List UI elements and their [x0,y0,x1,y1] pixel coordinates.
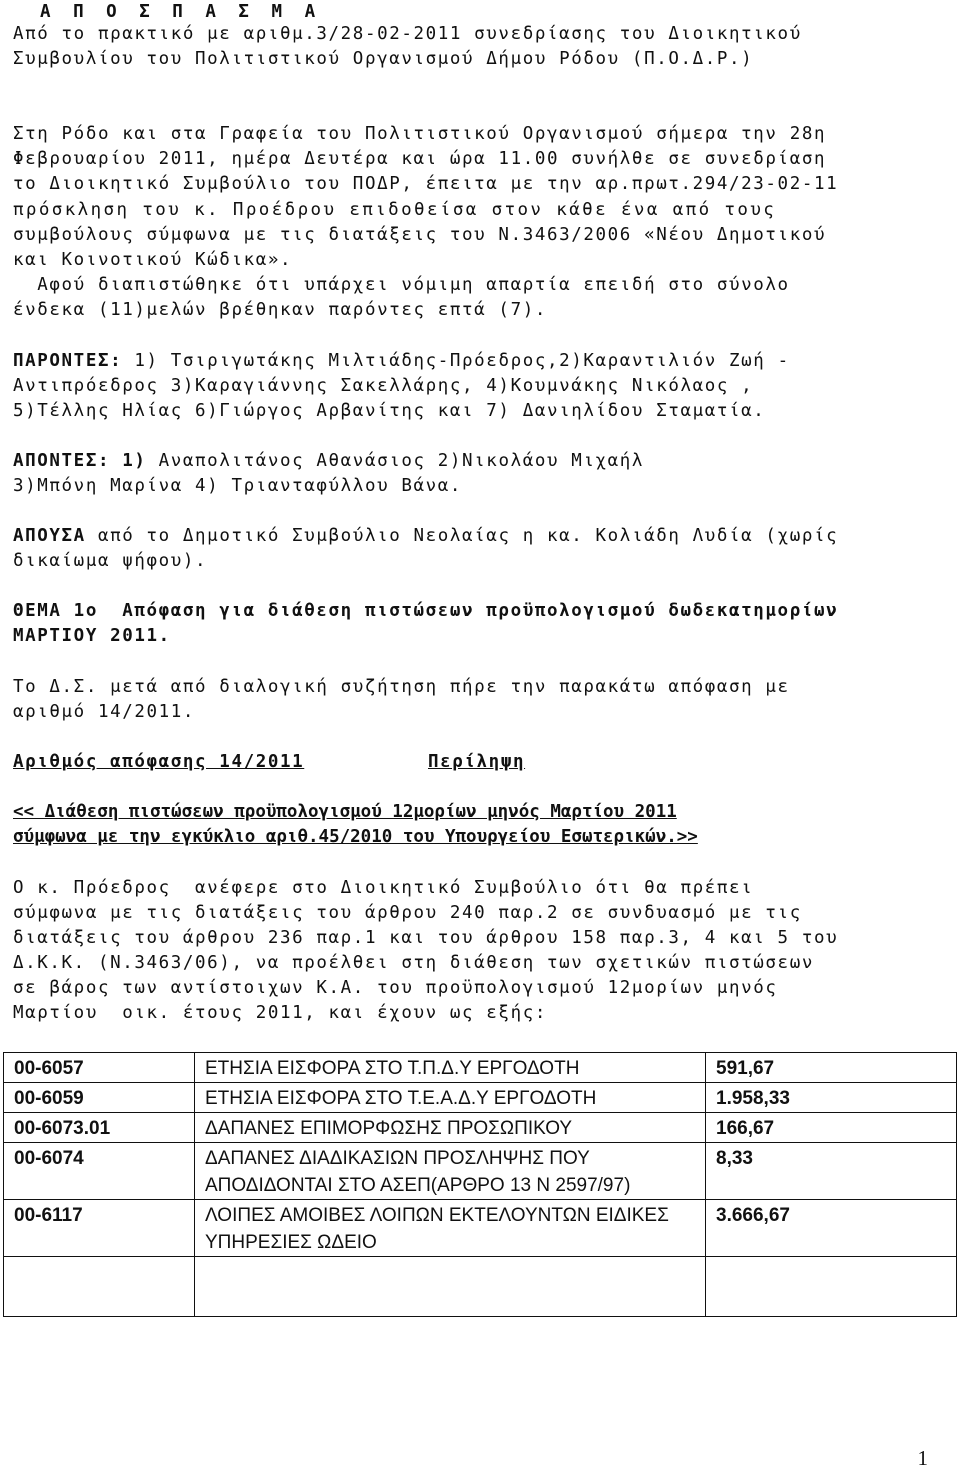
para1-line-3: το Διοικητικό Συμβούλιο του ΠΟΔΡ, έπειτα με την αρ.πρωτ.294/23-02-11 [13,174,839,194]
body-line-6: Μαρτίου οικ. έτους 2011, και έχουν ως εξής: [13,1003,547,1023]
para1-line-4: πρόσκληση του κ. Προέδρου επιδοθείσα στον κάθε ένα από τους [13,200,777,220]
empty-cell [195,1257,706,1317]
body-line-1: Ο κ. Πρόεδρος ανέφερε στο Διοικητικό Συμβούλιο ότι θα πρέπει [13,878,754,898]
subject-line-1: ΘΕΜΑ 1ο Απόφαση για διάθεση πιστώσεων προϋπολογισμού δωδεκατημορίων [13,601,839,621]
summary-line-1: << Διάθεση πιστώσεων προϋπολογισμού 12μορίων μηνός Μαρτίου 2011 [13,802,677,822]
table-row [4,1200,957,1257]
account-code: 00-6073.01 [4,1113,195,1143]
present-line-1 [13,349,790,374]
account-amount: 166,67 [706,1113,957,1143]
budget-table [3,1052,957,1317]
para1-line-1: Στη Ρόδο και στα Γραφεία του Πολιτιστικού Οργανισμού σήμερα την 28η [13,124,827,144]
absent-guest-label: ΑΠΟΥΣΑ [13,526,86,546]
summary-label: Περίληψη [428,752,526,772]
account-description: ΔΑΠΑΝΕΣ ΕΠΙΜΟΡΦΩΣΗΣ ΠΡΟΣΩΠΙΚΟΥ [195,1113,706,1143]
absent-guest-text-1: από το Δημοτικό Συμβούλιο Νεολαίας η κα. Κολιάδη Λυδία (χωρίς [85,526,839,546]
absent-guest-line-2: δικαίωμα ψήφου). [13,551,208,571]
document-title: Α Π Ο Σ Π Α Σ Μ Α [40,2,322,22]
absent-guest-line-1 [13,524,838,549]
absent-label: ΑΠΟΝΤΕΣ: 1) [13,451,147,471]
present-label: ΠΑΡΟΝΤΕΣ: [13,351,123,371]
account-amount: 1.958,33 [706,1083,957,1113]
summary-line-2: σύμφωνα με την εγκύκλιο αριθ.45/2010 του Υπουργείου Εσωτερικών.>> [13,827,698,847]
account-description: ΛΟΙΠΕΣ ΑΜΟΙΒΕΣ ΛΟΙΠΩΝ ΕΚΤΕΛΟΥΝΤΩΝ ΕΙΔΙΚΕΣ ΥΠΗΡΕΣΙΕΣ ΩΔΕΙΟ [195,1200,706,1257]
intro-line-2: Συμβουλίου του Πολιτιστικού Οργανισμού Δήμου Ρόδου (Π.Ο.Δ.Ρ.) [13,49,754,69]
body-line-4: Δ.Κ.Κ. (Ν.3463/06), να προέλθει στη διάθεση των σχετικών πιστώσεων [13,953,814,973]
table-row [4,1113,957,1143]
table-row [4,1083,957,1113]
body-line-5: σε βάρος των αντίστοιχων Κ.Α. του προϋπολογισμού 12μορίων μηνός [13,978,778,998]
account-code: 00-6057 [4,1053,195,1083]
page-number: 1 [917,1446,928,1470]
account-code: 00-6117 [4,1200,195,1257]
account-description: ΕΤΗΣΙΑ ΕΙΣΦΟΡΑ ΣΤΟ Τ.Ε.Α.Δ.Υ ΕΡΓΟΔΟΤΗ [195,1083,706,1113]
decision-number: Αριθμός απόφασης 14/2011 [13,752,305,772]
account-description: ΔΑΠΑΝΕΣ ΔΙΑΔΙΚΑΣΙΩΝ ΠΡΟΣΛΗΨΗΣ ΠΟΥ ΑΠΟΔΙΔΟΝΤΑΙ ΣΤΟ ΑΣΕΠ(ΑΡΘΡΟ 13 Ν 2597/97) [195,1143,706,1200]
account-code: 00-6074 [4,1143,195,1200]
intro-line-1: Από το πρακτικό με αριθμ.3/28-02-2011 συνεδρίασης του Διοικητικού [13,24,802,44]
present-text-1: 1) Τσιριγωτάκης Μιλτιάδης-Πρόεδρος,2)Καραντιλιόν Ζωή - [122,351,790,371]
para1-line-2: Φεβρουαρίου 2011, ημέρα Δευτέρα και ώρα 11.00 συνήλθε σε συνεδρίαση [13,149,827,169]
decision-line-1: Το Δ.Σ. μετά από διαλογική συζήτηση πήρε την παρακάτω απόφαση με [13,677,790,697]
subject-line-2: ΜΑΡΤΙΟΥ 2011. [13,626,171,646]
account-amount: 8,33 [706,1143,957,1200]
body-line-2: σύμφωνα με τις διατάξεις του άρθρου 240 παρ.2 σε συνδυασμό με τις [13,903,802,923]
account-code: 00-6059 [4,1083,195,1113]
absent-line-2: 3)Μπόνη Μαρίνα 4) Τριανταφύλλου Βάνα. [13,476,463,496]
account-description: ΕΤΗΣΙΑ ΕΙΣΦΟΡΑ ΣΤΟ Τ.Π.Δ.Υ ΕΡΓΟΔΟΤΗ [195,1053,706,1083]
empty-cell [4,1257,195,1317]
account-amount: 591,67 [706,1053,957,1083]
absent-text-1: Αναπολιτάνος Αθανάσιος 2)Νικολάου Μιχαήλ [146,451,645,471]
para1-line-6: και Κοινοτικού Κώδικα». [13,250,293,270]
decision-line-2: αριθμό 14/2011. [13,702,196,722]
para1-line-5: συμβούλους σύμφωνα με τις διατάξεις του Ν.3463/2006 «Νέου Δημοτικού [13,225,827,245]
table-row [4,1257,957,1317]
para2-line-1: Αφού διαπιστώθηκε ότι υπάρχει νόμιμη απαρτία επειδή στο σύνολο [13,275,790,295]
table-row [4,1053,957,1083]
empty-cell [706,1257,957,1317]
absent-line-1 [13,449,644,474]
table-row [4,1143,957,1200]
body-line-3: διατάξεις του άρθρου 236 παρ.1 και του άρθρου 158 παρ.3, 4 και 5 του [13,928,839,948]
account-amount: 3.666,67 [706,1200,957,1257]
present-line-3: 5)Τέλλης Ηλίας 6)Γιώργος Αρβανίτης και 7) Δανιηλίδου Σταματία. [13,401,766,421]
present-line-2: Αντιπρόεδρος 3)Καραγιάννης Σακελλάρης, 4)Κουμνάκης Νικόλαος , [13,376,754,396]
para2-line-2: ένδεκα (11)μελών βρέθηκαν παρόντες επτά (7). [13,300,547,320]
